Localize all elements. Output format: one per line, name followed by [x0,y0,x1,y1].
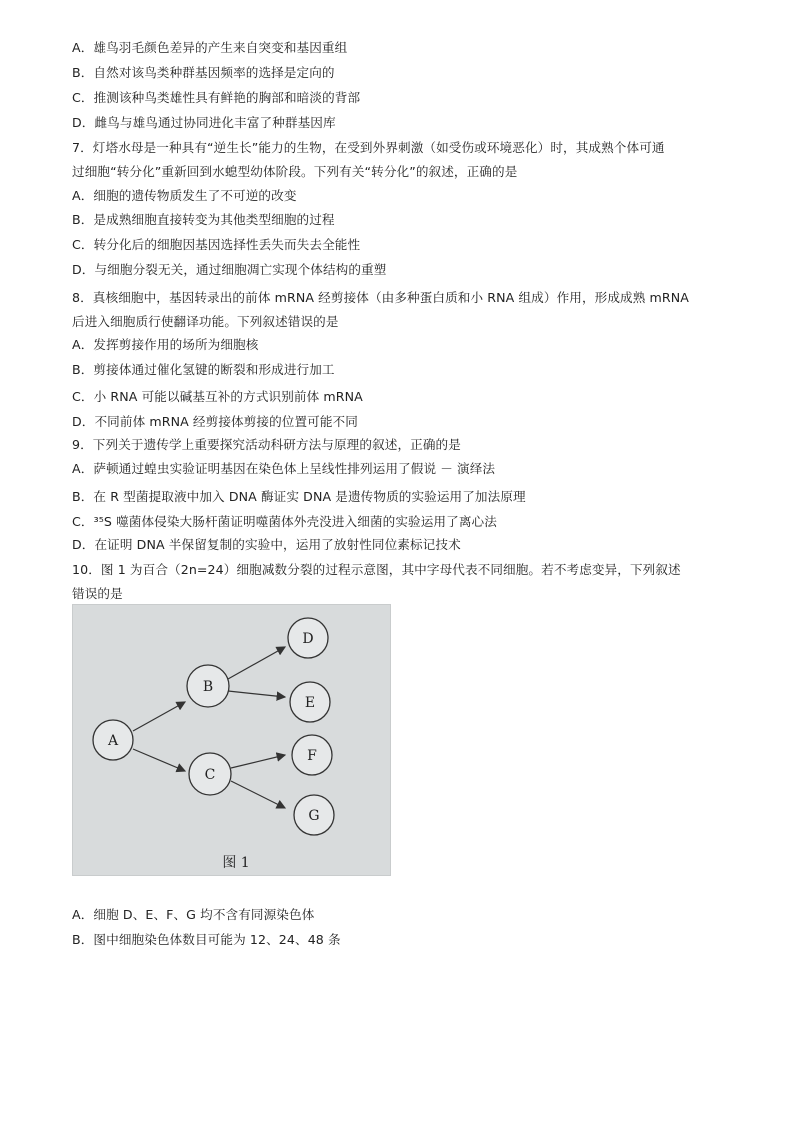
q9-option-b: B．在 R 型菌提取液中加入 DNA 酶证实 DNA 是遗传物质的实验运用了加法原理 [72,489,526,504]
q9-option-d: D．在证明 DNA 半保留复制的实验中，运用了放射性同位素标记技术 [72,537,461,552]
cell-label-d: D [302,631,314,647]
q6-option-c: C．推测该种鸟类雄性具有鲜艳的胸部和暗淡的背部 [72,90,361,105]
q6-option-a: A．雄鸟羽毛颜色差异的产生来自突变和基因重组 [72,40,348,55]
q9-option-a: A．萨顿通过蝗虫实验证明基因在染色体上呈线性排列运用了假说 － 演绎法 [72,461,496,476]
q7-stem-line2: 过细胞“转分化”重新回到水螅型幼体阶段。下列有关“转分化”的叙述，正确的是 [72,164,518,179]
cell-node-g [294,795,334,835]
arrow-b-to-d [228,647,285,679]
arrow-b-to-e [228,691,285,697]
q9-stem: 9．下列关于遗传学上重要探究活动科研方法与原理的叙述，正确的是 [72,437,461,452]
figure-1-cell-division-diagram [72,604,391,876]
q9-option-c: C．³⁵S 噬菌体侵染大肠杆菌证明噬菌体外壳没进入细菌的实验运用了离心法 [72,514,497,529]
cell-node-e [290,682,330,722]
q8-option-b: B．剪接体通过催化氢键的断裂和形成进行加工 [72,362,335,377]
q8-stem-line2: 后进入细胞质行使翻译功能。下列叙述错误的是 [72,314,339,329]
figure-1-svg [73,605,390,875]
cell-node-a [93,720,133,760]
q8-option-c: C．小 RNA 可能以碱基互补的方式识别前体 mRNA [72,389,363,404]
cell-node-f [292,735,332,775]
cell-label-g: G [308,808,320,824]
figure-caption: 图 1 [222,855,250,871]
cell-node-c [189,753,231,795]
q8-stem-line1: 8．真核细胞中，基因转录出的前体 mRNA 经剪接体（由多种蛋白质和小 RNA 组成）作用，形成成熟 mRNA [72,290,689,305]
q7-option-c: C．转分化后的细胞因基因选择性丢失而失去全能性 [72,237,361,252]
cell-node-b [187,665,229,707]
arrow-c-to-g [231,781,285,808]
cell-label-f: F [307,748,317,764]
cell-node-d [288,618,328,658]
q7-stem-line1: 7．灯塔水母是一种具有“逆生长”能力的生物，在受到外界刺激（如受伤或环境恶化）时，其成熟个体可通 [72,140,665,155]
q6-option-b: B．自然对该鸟类种群基因频率的选择是定向的 [72,65,335,80]
q8-option-a: A．发挥剪接作用的场所为细胞核 [72,337,259,352]
cell-label-e: E [304,695,316,711]
q7-option-a: A．细胞的遗传物质发生了不可逆的改变 [72,188,297,203]
arrow-a-to-b [133,702,185,731]
q10-option-b: B．图中细胞染色体数目可能为 12、24、48 条 [72,932,341,947]
cell-label-c: C [204,767,216,783]
cell-label-b: B [202,679,214,695]
cell-label-a: A [107,733,119,749]
arrow-a-to-c [133,749,185,771]
q7-option-b: B．是成熟细胞直接转变为其他类型细胞的过程 [72,212,335,227]
q10-option-a: A．细胞 D、E、F、G 均不含有同源染色体 [72,907,315,922]
arrow-c-to-f [231,755,285,768]
q10-stem-line2: 错误的是 [72,586,123,601]
q6-option-d: D．雌鸟与雄鸟通过协同进化丰富了种群基因库 [72,115,336,130]
q7-option-d: D．与细胞分裂无关，通过细胞凋亡实现个体结构的重塑 [72,262,387,277]
q10-stem-line1: 10．图 1 为百合（2n=24）细胞减数分裂的过程示意图，其中字母代表不同细胞。若不考虑变异，下列叙述 [72,562,681,577]
q8-option-d: D．不同前体 mRNA 经剪接体剪接的位置可能不同 [72,414,358,429]
